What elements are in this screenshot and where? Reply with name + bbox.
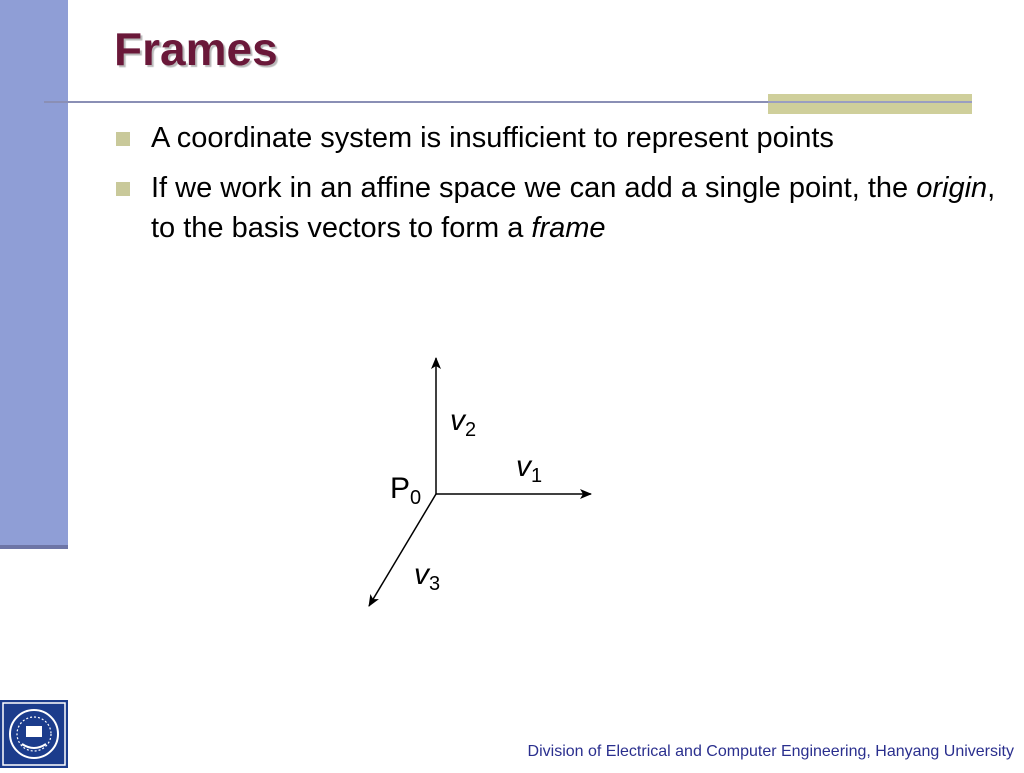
vector-v2-label-sub: 2 — [465, 419, 477, 441]
bullet-text-segment: A coordinate system is insufficient to represent points — [151, 122, 834, 154]
vector-v2-label — [450, 406, 476, 440]
vector-v1-label — [516, 452, 542, 486]
vector-v1-label-main: v — [516, 450, 531, 483]
origin-label-main: P — [390, 472, 411, 505]
bullet-text-emphasis: frame — [531, 212, 606, 244]
vector-v1-label-sub: 1 — [531, 465, 543, 487]
vector-v3-label-main: v — [414, 558, 429, 591]
vector-v3-label-sub: 3 — [429, 573, 441, 595]
bullet-text-emphasis: origin — [916, 172, 988, 204]
vector-v2-label-main: v — [450, 404, 465, 437]
slide-title: Frames — [114, 23, 278, 75]
footer-text: Division of Electrical and Computer Engineering, Hanyang University — [527, 743, 1014, 760]
bullet-text-segment: If we work in an affine space we can add a single point, the — [151, 172, 917, 204]
origin-label — [390, 474, 421, 508]
university-seal-icon — [0, 700, 68, 768]
vector-v3-label — [414, 560, 440, 594]
bullet-text-segment: , to the basis vectors to form a — [151, 172, 996, 244]
origin-label-sub: 0 — [410, 487, 422, 509]
